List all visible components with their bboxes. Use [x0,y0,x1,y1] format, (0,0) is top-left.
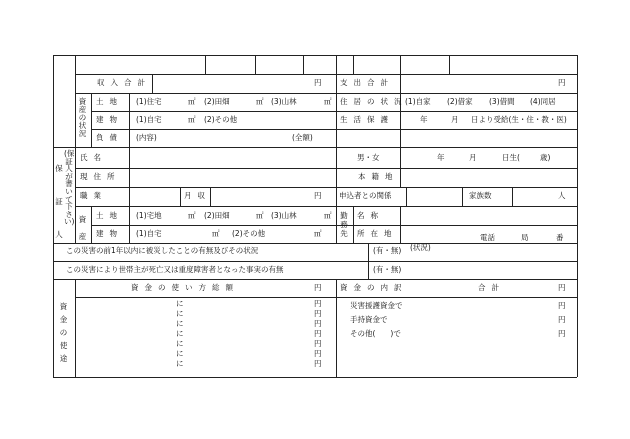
guarantor-address-label: 現住所 [80,172,121,181]
guarantor-assets-label: 資産 [78,215,87,241]
rule [53,147,577,148]
income-total-label: 収入合計 [97,78,151,87]
list-item: に 円 [176,299,322,308]
rule [53,55,577,56]
phone-exchange: 局 [521,233,529,242]
rule [129,147,130,243]
building-label: 建物 [96,115,123,124]
housing-rent: (2)借家 [447,97,473,106]
g-land-forest: (3)山林 [271,211,297,220]
list-item: に 円 [176,359,322,368]
housing-label: 住居の状況 [340,97,408,106]
guarantor-side-label: 保証人 [55,164,63,239]
rule [406,187,407,206]
land-sqm-3: ㎡ [324,97,332,106]
breakdown-relief-fund: 災害援護資金で [350,301,403,310]
prior-disaster-answer: (有・無) [373,246,402,255]
breakdown-other-unit: 円 [558,329,566,338]
breakdown-header: 資金の内訳 [340,283,408,292]
rule [400,147,401,187]
guarantor-age: 歳) [540,153,551,162]
birth-year: 年 [437,153,445,162]
rule [336,55,337,243]
expense-total-label: 支出合計 [340,78,394,87]
rule [180,187,181,206]
guarantor-family-label: 家族数 [469,191,492,200]
income-unit: 円 [314,78,322,87]
rule [205,55,206,74]
fund-use-unit: 円 [314,283,322,292]
land-forest: (3)山林 [271,97,297,106]
building-residential: (1)自宅 [136,115,162,124]
rule [400,206,401,243]
company-location-label: 所在地 [357,229,398,238]
breakdown-relief-fund-unit: 円 [558,301,566,310]
rule [400,55,401,74]
list-item: に 円 [176,349,322,358]
list-item: に 円 [176,329,322,338]
workplace-label: 勤務先 [340,211,348,238]
phone-number: 番 [556,233,564,242]
breakdown-own-fund: 手持資金で [350,315,388,324]
building-sqm-1: ㎡ [188,115,196,124]
rule [400,74,401,147]
g-land-sqm-2: ㎡ [256,211,264,220]
death-question: この災害により世帯主が死亡又は重度障害者となった事実の有無 [66,265,284,274]
rule [75,297,577,298]
rule [152,74,153,93]
rule [53,261,577,262]
list-item: に 円 [176,339,322,348]
g-land-label: 土地 [96,211,123,220]
rule [368,243,369,279]
prior-disaster-question: この災害の前1年以内に被災したことの有無及びその状況 [66,246,259,255]
rule [449,55,450,74]
rule [462,187,463,206]
fund-use-rows [170,299,330,369]
rule [512,187,513,206]
rule [91,93,92,147]
g-land-residential: (1)宅地 [136,211,162,220]
rule [353,55,354,74]
debt-amount: (全額) [292,133,313,142]
g-building-label: 建物 [96,229,123,238]
debt-content: (内容) [136,133,157,142]
g-building-sqm-2: ㎡ [314,229,322,238]
welfare-year: 年 [420,115,428,124]
birth-day: 日生( [502,153,520,162]
breakdown-unit: 円 [558,283,566,292]
welfare-month: 月 [451,115,459,124]
rule [75,93,577,94]
list-item: に 円 [176,309,322,318]
rule [53,279,577,280]
g-building-residential: (1)自宅 [136,229,162,238]
company-name-label: 名称 [357,211,384,220]
fund-use-side-label: 資金の使途 [59,302,68,363]
rule [91,206,92,243]
rule [255,55,256,74]
rule [353,206,354,243]
rule [53,377,577,378]
death-answer: (有・無) [373,265,402,274]
guarantor-domicile-label: 本籍地 [358,172,399,181]
fund-use-header: 資金の使い方総額 [131,283,239,292]
g-land-sqm-1: ㎡ [188,211,196,220]
land-sqm-2: ㎡ [256,97,264,106]
birth-month: 月 [469,153,477,162]
rule [75,187,577,188]
phone-label: 電話 [480,233,495,242]
rule [75,74,577,75]
housing-own: (1)自家 [405,97,431,106]
rule [53,243,577,244]
debt-label: 負債 [96,133,123,142]
welfare-label: 生活保護 [340,115,394,124]
rule [336,279,337,377]
breakdown-other: その他( )で [350,329,401,338]
housing-cohabit: (4)同居 [530,97,556,106]
guarantor-side-note: (保証人が書いて下さい) [64,149,75,227]
rule [91,111,577,112]
guarantor-name-label: 氏名 [80,153,107,162]
land-label: 土地 [96,97,123,106]
guarantor-occupation-label: 職業 [80,191,107,200]
rule [129,93,130,147]
building-other: (2)その他 [204,115,238,124]
expense-unit: 円 [558,78,566,87]
rule [303,55,304,74]
guarantor-income-label: 月収 [184,191,211,200]
rule [91,129,577,130]
rule [577,55,578,377]
assets-side-label: 資産の状況 [78,97,87,138]
welfare-received: 日より受給(生・住・教・医) [471,115,567,124]
g-building-sqm-1: ㎡ [212,229,220,238]
rule [75,168,577,169]
rule [75,206,577,207]
g-land-farm: (2)田畑 [204,211,230,220]
land-farm: (2)田畑 [204,97,230,106]
rule [75,55,76,243]
prior-disaster-status: (状況) [410,243,431,252]
rule [75,279,76,377]
breakdown-total: 合計 [478,283,505,292]
g-land-sqm-3: ㎡ [324,211,332,220]
rule [91,225,577,226]
guarantor-income-unit: 円 [314,191,322,200]
guarantor-family-unit: 人 [558,191,566,200]
housing-room: (3)借間 [489,97,515,106]
breakdown-own-fund-unit: 円 [558,315,566,324]
list-item: に 円 [176,319,322,328]
guarantor-relation-label: 申込者との関係 [339,191,392,200]
land-residential: (1)住宅 [136,97,162,106]
g-building-other: (2)その他 [232,229,266,238]
land-sqm-1: ㎡ [188,97,196,106]
guarantor-gender: 男・女 [357,153,380,162]
